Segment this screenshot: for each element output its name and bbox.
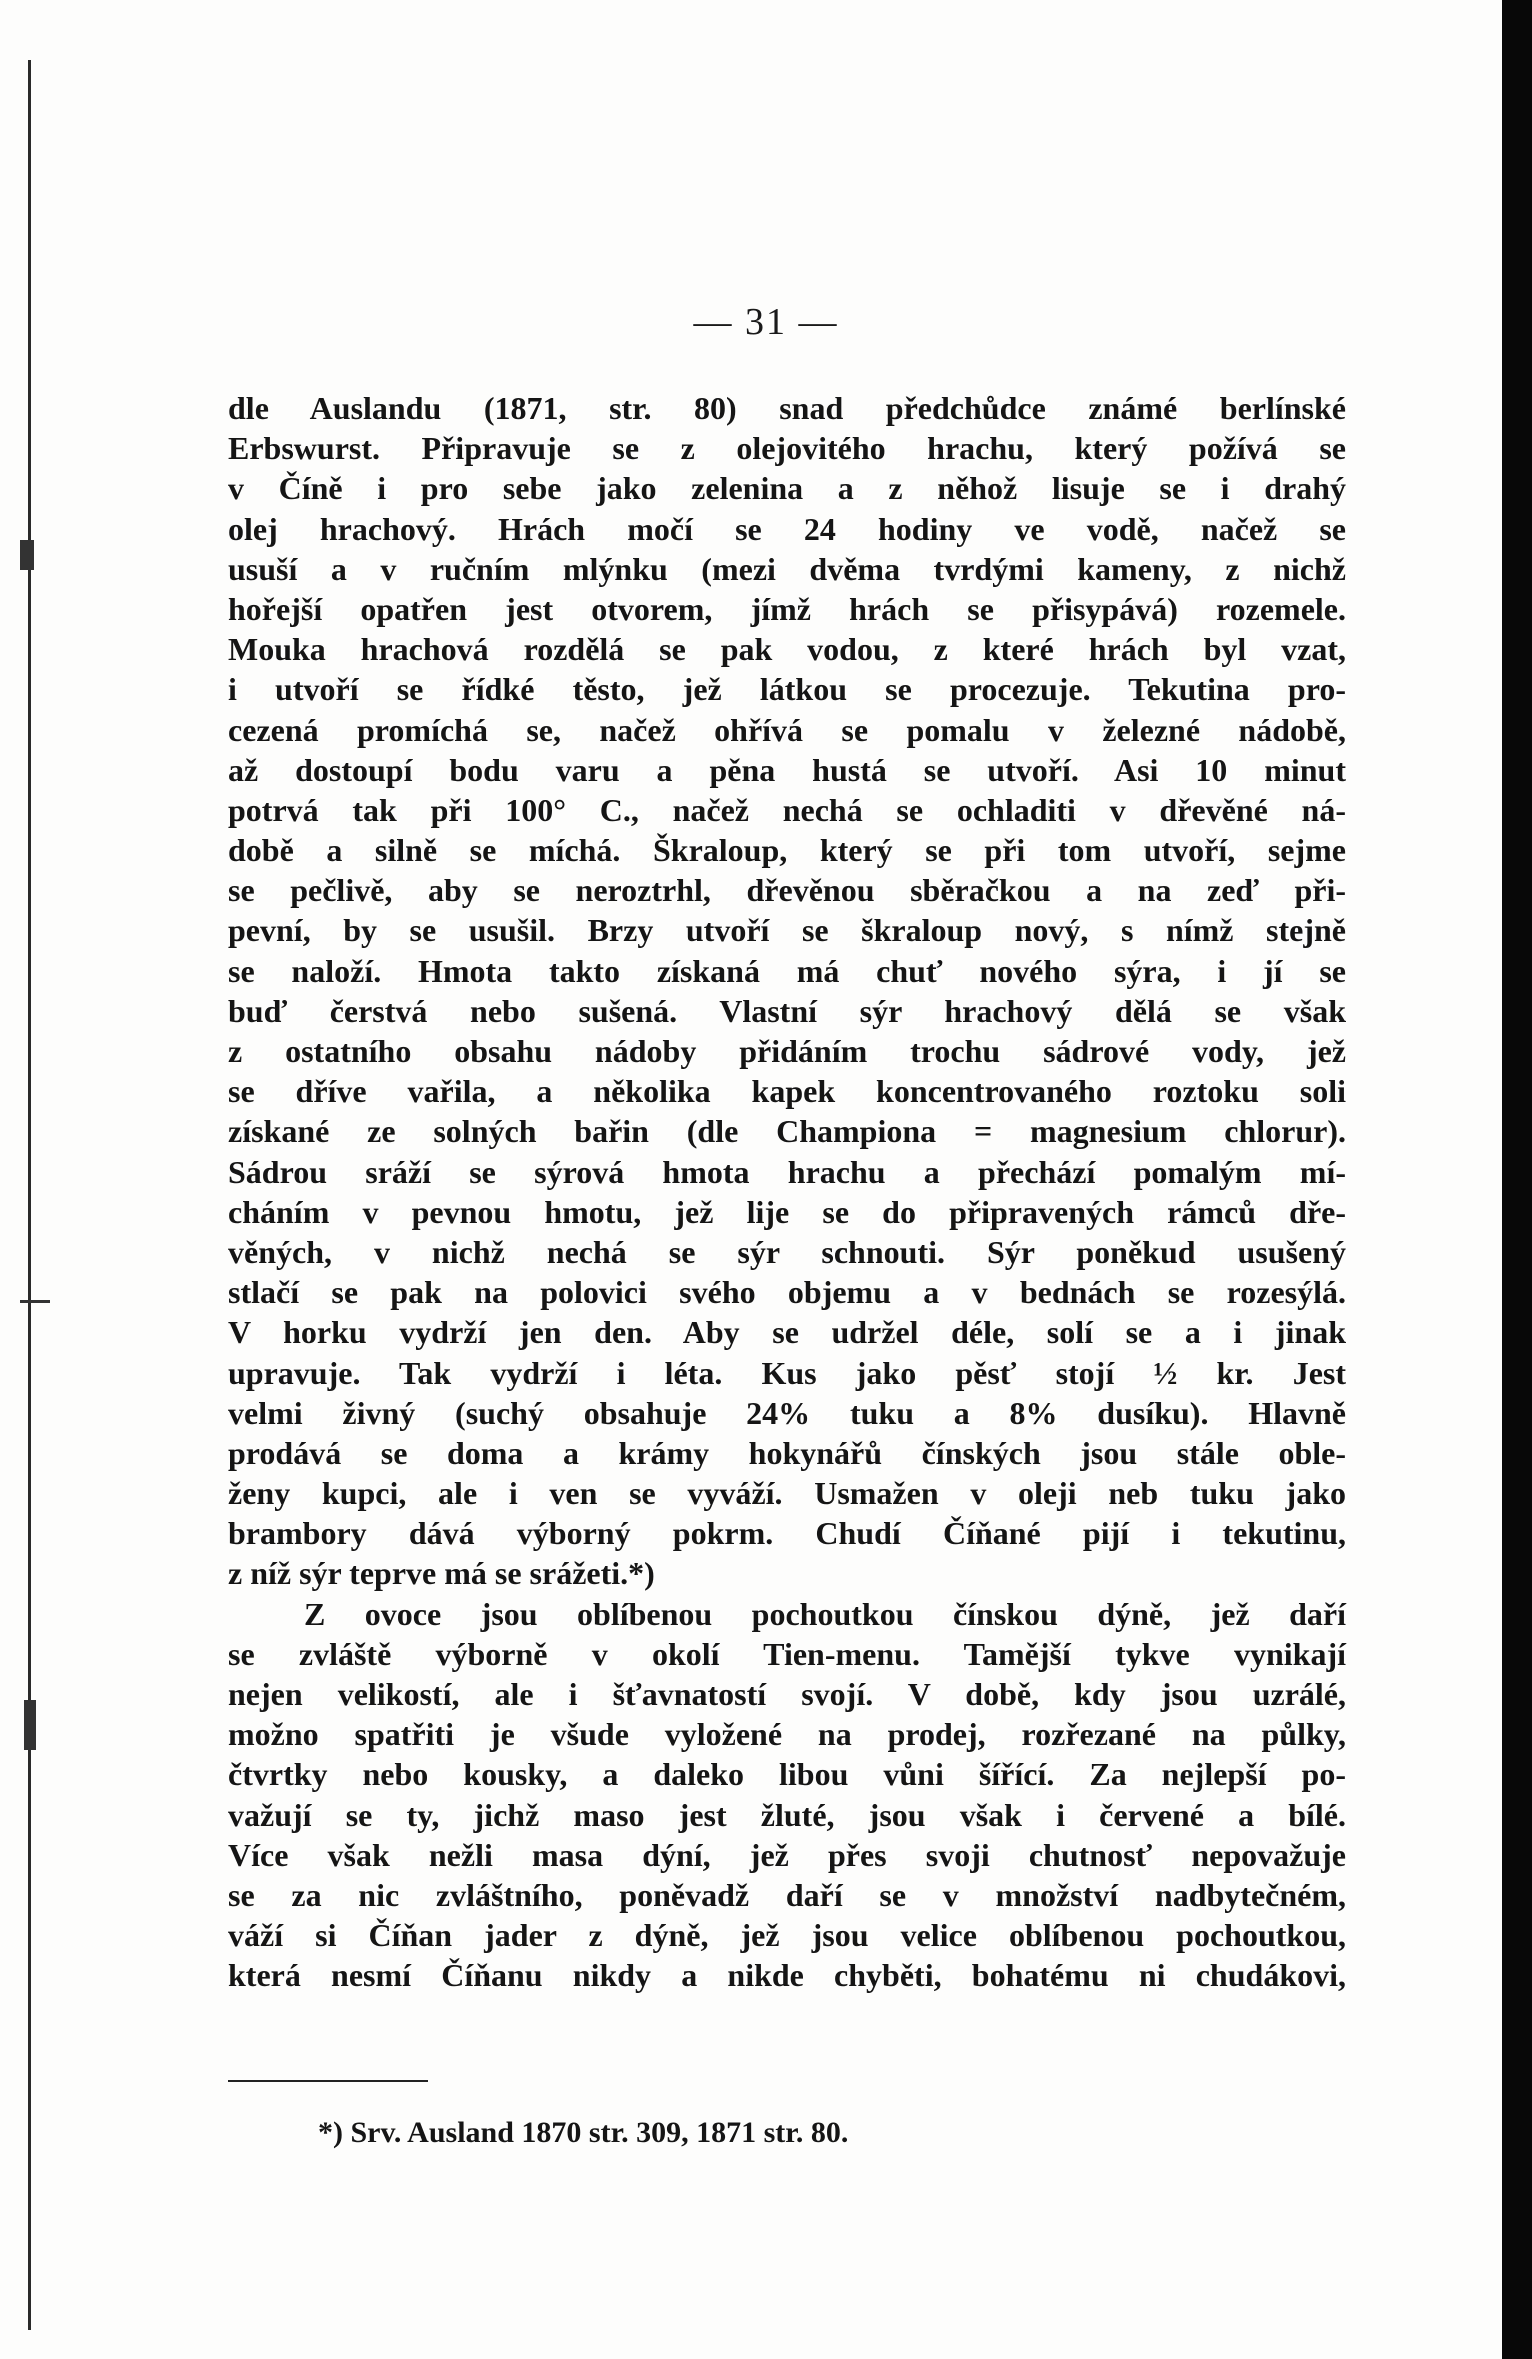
- text-line: usuší a v ručním mlýnku (mezi dvěma tvrdými kameny, z nichž: [228, 550, 1346, 587]
- text-line: potrvá tak při 100° C., načež nechá se ochladiti v dřevěné ná-: [228, 791, 1346, 828]
- text-line: možno spatřiti je všude vyložené na prodej, rozřezané na půlky,: [228, 1716, 1346, 1753]
- edge-mark: [20, 540, 34, 570]
- text-line: cháním v pevnou hmotu, jež lije se do připravených rámců dře-: [228, 1193, 1346, 1230]
- text-line: Mouka hrachová rozdělá se pak vodou, z které hrách byl vzat,: [228, 631, 1346, 668]
- text-line: věných, v nichž nechá se sýr schnouti. Sýr poněkud usušený: [228, 1233, 1346, 1270]
- text-line: získané ze solných bařin (dle Championa = magnesium chlorur).: [228, 1113, 1346, 1150]
- text-line: pevní, by se usušil. Brzy utvoří se škraloup nový, s nímž stejně: [228, 912, 1346, 949]
- page-edge-line: [28, 60, 31, 2330]
- text-line: se zvláště výborně v okolí Tien-menu. Tamější tykve vynikají: [228, 1635, 1346, 1672]
- text-line: z ostatního obsahu nádoby přidáním trochu sádrové vody, jež: [228, 1033, 1346, 1069]
- text-line: váží si Číňan jader z dýně, jež jsou velice oblíbenou pochoutkou,: [228, 1917, 1346, 1954]
- book-binding-edge: [1502, 0, 1532, 2359]
- text-line: z níž sýr teprve má se srážeti.*): [228, 1555, 655, 1592]
- text-line: važují se ty, jichž maso jest žluté, jsou však i červené a bílé.: [228, 1796, 1346, 1833]
- text-line: se pečlivě, aby se neroztrhl, dřevěnou sběračkou a na zeď při-: [228, 872, 1346, 909]
- paragraph: [228, 1594, 1346, 1996]
- text-line: čtvrtky nebo kousky, a daleko libou vůni šířící. Za nejlepší po-: [228, 1756, 1346, 1793]
- footnote-rule: [228, 2080, 428, 2082]
- edge-mark: [20, 1300, 50, 1303]
- text-line: Více však nežli masa dýní, jež přes svoji chutnosť nepovažuje: [228, 1836, 1346, 1873]
- text-line: hořejší opatřen jest otvorem, jímž hrách se přisypává) rozemele.: [228, 590, 1346, 627]
- footnote: *) Srv. Ausland 1870 str. 309, 1871 str. 80.: [318, 2116, 849, 2149]
- text-line: až dostoupí bodu varu a pěna hustá se utvoří. Asi 10 minut: [228, 751, 1346, 788]
- text-line: ženy kupci, ale i ven se vyváží. Usmažen v oleji neb tuku jako: [228, 1475, 1346, 1512]
- text-line: stlačí se pak na polovici svého objemu a v bednách se rozesýlá.: [228, 1274, 1346, 1311]
- text-line: v Číně i pro sebe jako zelenina a z něhož lisuje se i drahý: [228, 470, 1346, 507]
- text-line: cezená promíchá se, načež ohřívá se pomalu v železné nádobě,: [228, 711, 1346, 748]
- text-line: Erbswurst. Připravuje se z olejovitého hrachu, který požívá se: [228, 430, 1346, 467]
- text-line: nejen velikostí, ale i šťavnatostí svojí. V době, kdy jsou uzrálé,: [228, 1676, 1346, 1712]
- text-line: se naloží. Hmota takto získaná má chuť nového sýra, i jí se: [228, 952, 1346, 989]
- text-line: olej hrachový. Hrách močí se 24 hodiny ve vodě, načež se: [228, 510, 1346, 547]
- text-line: Z ovoce jsou oblíbenou pochoutkou čínskou dýně, jež daří: [304, 1595, 1346, 1632]
- text-line: V horku vydrží jen den. Aby se udržel déle, solí se a i jinak: [228, 1314, 1346, 1351]
- text-line: prodává se doma a krámy hokynářů čínských jsou stále oble-: [228, 1434, 1346, 1471]
- body-text: [228, 388, 1346, 1996]
- text-line: upravuje. Tak vydrží i léta. Kus jako pěsť stojí ½ kr. Jest: [228, 1354, 1346, 1391]
- text-line: velmi živný (suchý obsahuje 24% tuku a 8% dusíku). Hlavně: [228, 1394, 1346, 1431]
- text-line: Sádrou sráží se sýrová hmota hrachu a přechází pomalým mí-: [228, 1153, 1346, 1190]
- text-line: dle Auslandu (1871, str. 80) snad předchůdce známé berlínské: [228, 390, 1346, 426]
- paragraph: [228, 388, 1346, 1594]
- text-line: se za nic zvláštního, poněvadž daří se v množství nadbytečném,: [228, 1876, 1346, 1913]
- edge-mark: [24, 1700, 36, 1750]
- text-line: i utvoří se řídké těsto, jež látkou se procezuje. Tekutina pro-: [228, 671, 1346, 708]
- text-line: době a silně se míchá. Škraloup, který se při tom utvoří, sejme: [228, 832, 1346, 869]
- text-line: se dříve vařila, a několika kapek koncentrovaného roztoku soli: [228, 1073, 1346, 1110]
- text-line: buď čerstvá nebo sušená. Vlastní sýr hrachový dělá se však: [228, 992, 1346, 1029]
- text-line: která nesmí Číňanu nikdy a nikde chyběti, bohatému ni chudákovi,: [228, 1957, 1346, 1994]
- page-number: — 31 —: [693, 301, 839, 343]
- text-line: brambory dává výborný pokrm. Chudí Číňané pijí i tekutinu,: [228, 1515, 1346, 1552]
